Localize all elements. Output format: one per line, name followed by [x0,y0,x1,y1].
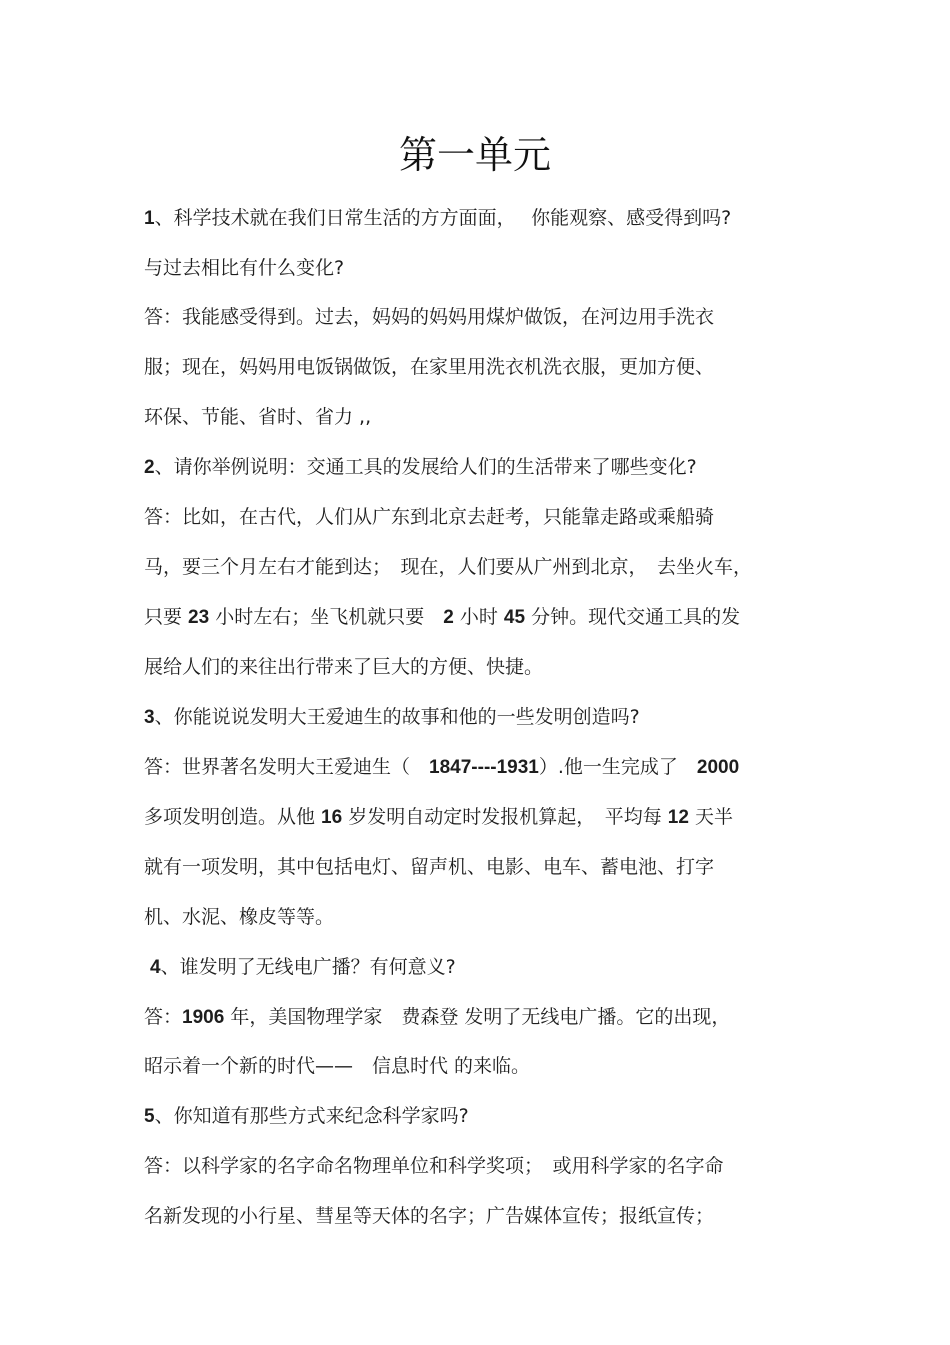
answer-2-line-3: 只要 23 小时左右；坐飞机就只要 2 小时 45 分钟。现代交通工具的发 [144,606,741,628]
answer-3-line-3: 就有一项发明，其中包括电灯、留声机、电影、电车、蓄电池、打字 [144,856,715,878]
answer-3-line-2: 多项发明创造。从他 16 岁发明自动定时发报机算起， 平均每 12 天半 [144,806,733,828]
answer-4-line-2: 昭示着一个新的时代—— 信息时代 的来临。 [144,1055,531,1077]
answer-1-line-2: 服；现在，妈妈用电饭锅做饭，在家里用洗衣机洗衣服，更加方便、 [144,356,715,378]
answer-3-line-1: 答：世界著名发明大王爱迪生（ 1847----1931）.他一生完成了 2000 [144,756,740,778]
answer-4-line-1: 答：1906 年，美国物理学家 费森登 发明了无线电广播。它的出现， [144,1006,731,1028]
answer-1-line-3: 环保、节能、省时、省力 ,, [144,406,372,428]
answer-5-line-2: 名新发现的小行星、彗星等天体的名字；广告媒体宣传；报纸宣传； [144,1205,715,1227]
answer-3-line-4: 机、水泥、橡皮等等。 [144,906,335,928]
page-title: 第一单元 [398,133,551,177]
question-1-line-2: 与过去相比有什么变化? [144,257,345,279]
question-5: 5、你知道有那些方式来纪念科学家吗? [144,1105,469,1127]
answer-1-line-1: 答：我能感受得到。过去，妈妈的妈妈用煤炉做饭，在河边用手洗衣 [144,306,715,328]
answer-2-line-1: 答：比如，在古代，人们从广东到北京去赶考，只能靠走路或乘船骑 [144,506,715,528]
question-3: 3、你能说说发明大王爱迪生的故事和他的一些发明创造吗? [144,706,640,728]
answer-2-line-4: 展给人们的来往出行带来了巨大的方便、快捷。 [144,656,544,678]
question-4: 4、谁发明了无线电广播？有何意义? [150,956,456,978]
answer-2-line-2: 马，要三个月左右才能到达； 现在，人们要从广州到北京， 去坐火车， [144,556,753,578]
answer-5-line-1: 答：以科学家的名字命名物理单位和科学奖项； 或用科学家的名字命 [144,1155,724,1177]
question-2: 2、请你举例说明：交通工具的发展给人们的生活带来了哪些变化? [144,456,697,478]
question-1-line-1: 1、科学技术就在我们日常生活的方方面面， 你能观察、感受得到吗? [144,207,732,229]
